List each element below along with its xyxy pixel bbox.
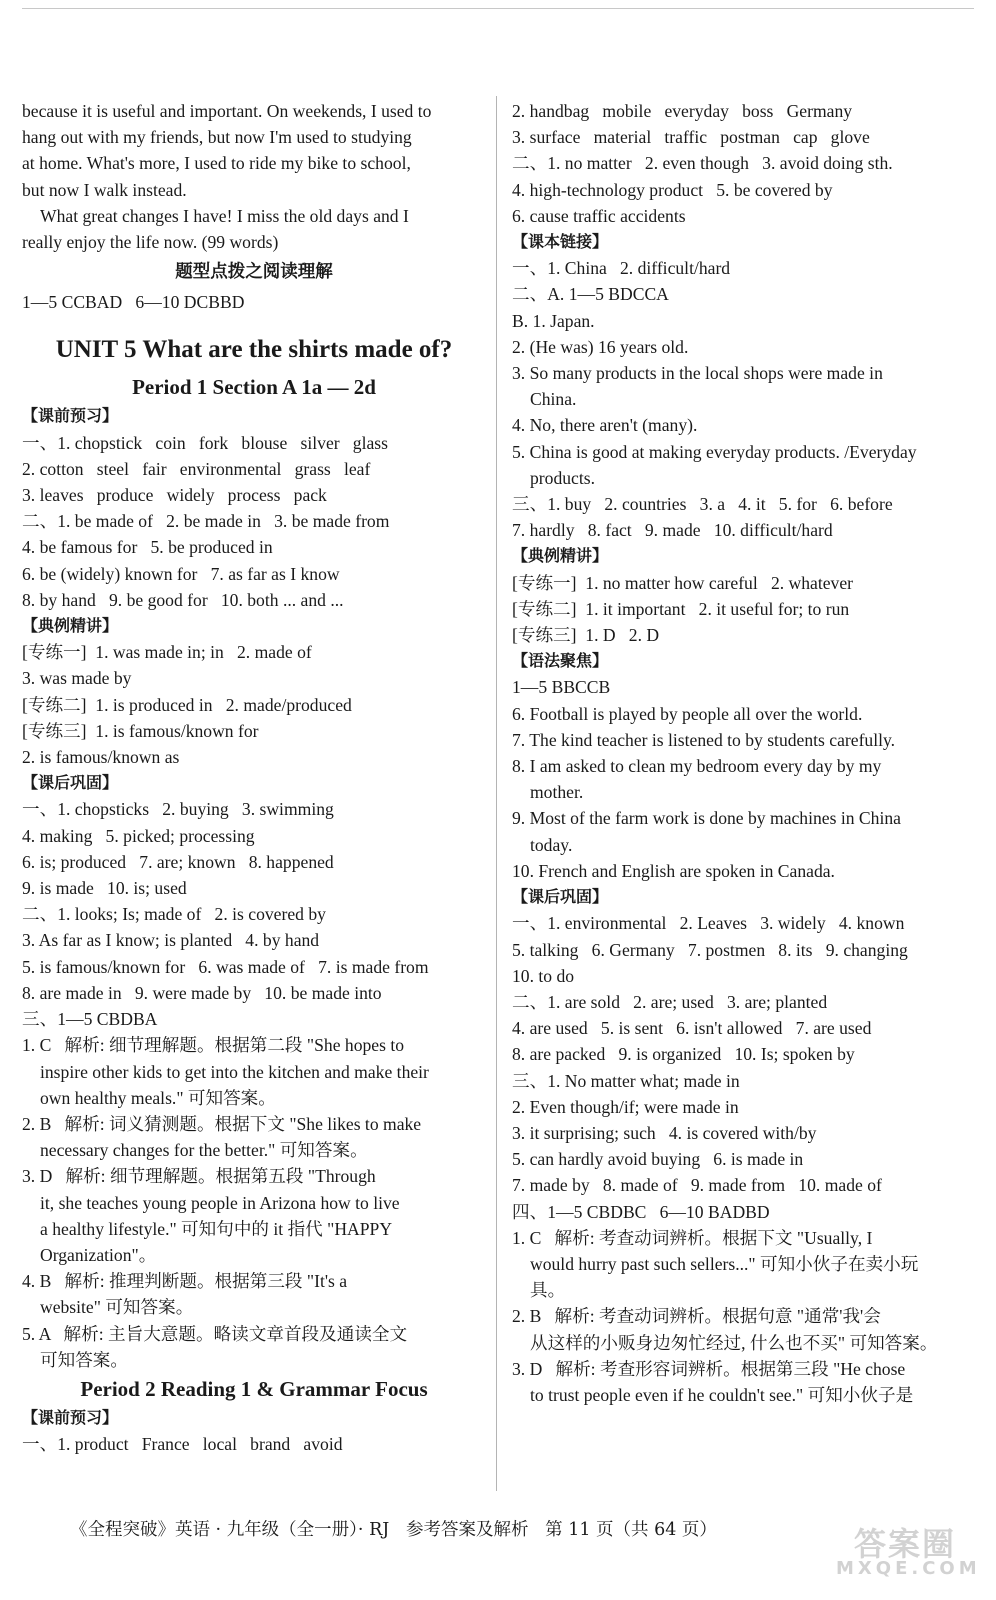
answer-line: [专练三] 1. is famous/known for bbox=[22, 720, 259, 741]
answer-line: own healthy meals." 可知答案。 bbox=[40, 1087, 276, 1108]
answer-line: [专练二] 1. is produced in 2. made/produced bbox=[22, 694, 352, 715]
section-heading: 【课后巩固】 bbox=[512, 887, 609, 907]
answer-line: 3. So many products in the local shops were made in bbox=[512, 363, 883, 384]
answer-line: 9. is made 10. is; used bbox=[22, 878, 187, 899]
section-heading: 【课后巩固】 bbox=[22, 773, 119, 793]
answer-line: 2. handbag mobile everyday boss Germany bbox=[512, 101, 853, 121]
answer-line: 4. high-technology product 5. be covered by bbox=[512, 179, 833, 200]
answer-line: 二、1. looks; Is; made of 2. is covered by bbox=[22, 904, 326, 925]
answer-line: 一、1. chopsticks 2. buying 3. swimming bbox=[22, 799, 334, 820]
answer-line: 5. A 解析: 主旨大意题。略读文章首段及通读全文 bbox=[22, 1323, 408, 1344]
answer-line: 3. D 解析: 细节理解题。根据第五段 "Through bbox=[22, 1166, 376, 1187]
answer-line: 3. D 解析: 考查形容词辨析。根据第三段 "He chose bbox=[512, 1358, 906, 1379]
answer-line: 7. made by 8. made of 9. made from 10. made of bbox=[512, 1175, 882, 1196]
answer-line: 4. are used 5. is sent 6. isn't allowed 7. are used bbox=[512, 1018, 872, 1039]
answer-line: 8. are made in 9. were made by 10. be made into bbox=[22, 982, 382, 1003]
page-footer: 《全程突破》英语 · 九年级（全一册）· RJ 参考答案及解析 第 11 页（共 64 页） bbox=[70, 1520, 717, 1540]
answer-line: 1—5 CCBAD 6—10 DCBBD bbox=[22, 292, 245, 313]
answer-line: but now I walk instead. bbox=[22, 179, 187, 200]
answer-line: 4. be famous for 5. be produced in bbox=[22, 537, 273, 558]
answer-line: 8. by hand 9. be good for 10. both ... and ... bbox=[22, 589, 344, 610]
answer-line: 三、1. No matter what; made in bbox=[512, 1070, 740, 1091]
answer-line: 2. (He was) 16 years old. bbox=[512, 336, 689, 357]
section-heading: 【课前预习】 bbox=[22, 406, 119, 426]
answer-line: 2. is famous/known as bbox=[22, 747, 180, 768]
answer-line: 7. hardly 8. fact 9. made 10. difficult/hard bbox=[512, 520, 833, 541]
unit-title: UNIT 5 What are the shirts made of? bbox=[55, 336, 453, 364]
column-divider bbox=[496, 96, 497, 1491]
answer-line: mother. bbox=[530, 782, 584, 803]
answer-line: 6. is; produced 7. are; known 8. happened bbox=[22, 851, 334, 872]
answer-line: China. bbox=[530, 389, 577, 410]
answer-line: it, she teaches young people in Arizona how to live bbox=[40, 1192, 400, 1213]
answer-line: B. 1. Japan. bbox=[512, 310, 595, 331]
answer-line: [专练三] 1. D 2. D bbox=[512, 625, 660, 646]
answer-line: 从这样的小贩身边匆忙经过, 什么也不买" 可知答案。 bbox=[530, 1332, 938, 1353]
answer-line: 3. was made by bbox=[22, 668, 132, 689]
answer-line: would hurry past such sellers..." 可知小伙子在卖小玩 bbox=[530, 1253, 919, 1274]
answer-line: 3. it surprising; such 4. is covered with/by bbox=[512, 1122, 817, 1143]
left-column bbox=[22, 98, 486, 1457]
answer-line: because it is useful and important. On weekends, I used to bbox=[22, 101, 432, 121]
answer-line: 4. making 5. picked; processing bbox=[22, 825, 255, 846]
answer-line: 8. are packed 9. is organized 10. Is; spoken by bbox=[512, 1044, 855, 1065]
answer-line: at home. What's more, I used to ride my bike to school, bbox=[22, 153, 411, 174]
answer-line: really enjoy the life now. (99 words) bbox=[22, 232, 279, 253]
section-heading: 【典例精讲】 bbox=[512, 546, 609, 566]
answer-line: 3. surface material traffic postman cap glove bbox=[512, 127, 870, 148]
answer-line: 5. talking 6. Germany 7. postmen 8. its 9. changing bbox=[512, 939, 908, 960]
answer-line: a healthy lifestyle." 可知句中的 it 指代 "HAPPY bbox=[40, 1218, 393, 1239]
answer-line: 一、1. chopstick coin fork blouse silver glass bbox=[22, 432, 388, 453]
answer-line: 三、1. buy 2. countries 3. a 4. it 5. for 6. before bbox=[512, 494, 893, 515]
answer-line: to trust people even if he couldn't see." 可知小伙子是 bbox=[530, 1384, 914, 1405]
answer-line: necessary changes for the better." 可知答案。 bbox=[40, 1140, 368, 1161]
answer-line: 5. China is good at making everyday products. /Everyday bbox=[512, 441, 917, 462]
watermark-logo-text: 答案圈 bbox=[853, 1525, 956, 1563]
answer-line: 1. C 解析: 细节理解题。根据第二段 "She hopes to bbox=[22, 1035, 405, 1056]
answer-line: 5. can hardly avoid buying 6. is made in bbox=[512, 1149, 804, 1170]
answer-line: 2. B 解析: 考查动词辨析。根据句意 "通常'我'会 bbox=[512, 1306, 881, 1327]
answer-line: 10. to do bbox=[512, 965, 575, 986]
answer-line: 2. Even though/if; were made in bbox=[512, 1096, 739, 1117]
answer-line: 4. B 解析: 推理判断题。根据第三段 "It's a bbox=[22, 1271, 348, 1292]
answer-line: 2. B 解析: 词义猜测题。根据下文 "She likes to make bbox=[22, 1113, 422, 1134]
answer-line: 6. be (widely) known for 7. as far as I know bbox=[22, 563, 340, 584]
answer-line: 四、1—5 CBDBC 6—10 BADBD bbox=[512, 1201, 770, 1222]
answer-line: website" 可知答案。 bbox=[40, 1297, 194, 1318]
answer-line: 10. French and English are spoken in Canada. bbox=[512, 860, 835, 881]
answer-line: 4. No, there aren't (many). bbox=[512, 415, 698, 436]
answer-line: Organization"。 bbox=[40, 1244, 157, 1265]
right-column bbox=[512, 98, 982, 1408]
period-title: Period 1 Section A 1a — 2d bbox=[132, 375, 376, 400]
site-watermark bbox=[836, 1525, 981, 1584]
watermark-domain: MXQE.COM bbox=[836, 1558, 981, 1579]
answer-line: 二、1. are sold 2. are; used 3. are; planted bbox=[512, 991, 828, 1012]
answer-line: 3. As far as I know; is planted 4. by hand bbox=[22, 930, 320, 951]
answer-line: 9. Most of the farm work is done by machines in China bbox=[512, 808, 901, 829]
answer-line: 8. I am asked to clean my bedroom every day by my bbox=[512, 756, 882, 777]
period-title: Period 2 Reading 1 & Grammar Focus bbox=[80, 1376, 428, 1401]
answer-line: What great changes I have! I miss the old days and I bbox=[40, 205, 409, 226]
answer-line: 可知答案。 bbox=[40, 1349, 128, 1370]
answer-line: 三、1—5 CBDBA bbox=[22, 1009, 158, 1030]
answer-line: today. bbox=[530, 834, 573, 855]
answer-line: [专练一] 1. was made in; in 2. made of bbox=[22, 642, 312, 663]
answer-line: 二、1. no matter 2. even though 3. avoid doing sth. bbox=[512, 153, 893, 174]
answer-line: 一、1. China 2. difficult/hard bbox=[512, 258, 731, 279]
section-heading: 【典例精讲】 bbox=[22, 616, 119, 636]
answer-line: hang out with my friends, but now I'm used to studying bbox=[22, 127, 412, 148]
answer-line: 3. leaves produce widely process pack bbox=[22, 485, 327, 506]
answer-line: 6. Football is played by people all over the world. bbox=[512, 703, 863, 724]
section-heading: 【语法聚焦】 bbox=[512, 651, 609, 671]
topic-heading: 题型点拨之阅读理解 bbox=[175, 262, 333, 283]
answer-line: products. bbox=[530, 467, 595, 488]
top-rule bbox=[22, 8, 974, 9]
answer-line: 1—5 BBCCB bbox=[512, 677, 611, 698]
section-heading: 【课本链接】 bbox=[512, 232, 609, 252]
answer-line: 2. cotton steel fair environmental grass leaf bbox=[22, 458, 371, 479]
answer-line: 一、1. product France local brand avoid bbox=[22, 1434, 343, 1455]
answer-line: [专练一] 1. no matter how careful 2. whatever bbox=[512, 572, 854, 593]
section-heading: 【课前预习】 bbox=[22, 1407, 119, 1427]
answer-line: 6. cause traffic accidents bbox=[512, 205, 686, 226]
answer-line: inspire other kids to get into the kitchen and make their bbox=[40, 1061, 429, 1082]
answer-line: 二、1. be made of 2. be made in 3. be made from bbox=[22, 511, 390, 532]
answer-line: 7. The kind teacher is listened to by students carefully. bbox=[512, 729, 896, 750]
answer-line: [专练二] 1. it important 2. it useful for; to run bbox=[512, 598, 850, 619]
answer-line: 二、A. 1—5 BDCCA bbox=[512, 284, 669, 305]
answer-line: 1. C 解析: 考查动词辨析。根据下文 "Usually, I bbox=[512, 1227, 873, 1248]
answer-line: 具。 bbox=[530, 1280, 566, 1301]
answer-line: 一、1. environmental 2. Leaves 3. widely 4. known bbox=[512, 913, 905, 934]
answer-line: 5. is famous/known for 6. was made of 7. is made from bbox=[22, 956, 429, 977]
